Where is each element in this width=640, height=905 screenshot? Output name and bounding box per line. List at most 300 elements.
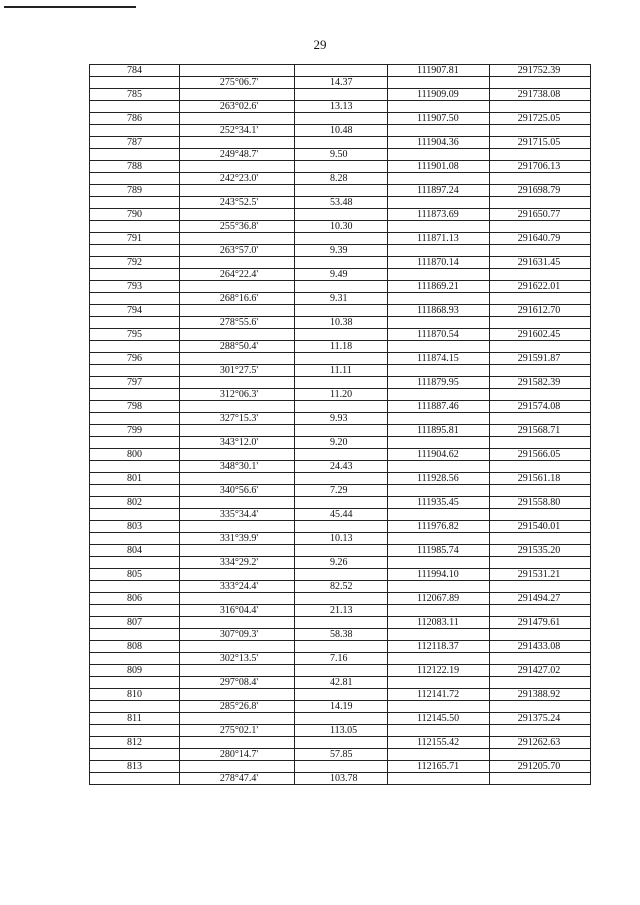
- angle-cell-empty: [180, 137, 295, 148]
- point-row: [90, 425, 590, 437]
- x-coordinate: 111901.08: [388, 161, 490, 172]
- angle-cell-empty: [180, 521, 295, 532]
- point-row: [90, 497, 590, 509]
- length-cell-empty: [295, 641, 388, 652]
- x-cell-empty: [388, 677, 490, 688]
- point-number: 785: [90, 89, 180, 100]
- x-cell-empty: [388, 269, 490, 280]
- angle-cell-empty: [180, 353, 295, 364]
- x-coordinate: 111907.81: [388, 65, 490, 76]
- point-number: 791: [90, 233, 180, 244]
- direction-angle: 301°27.5': [180, 365, 295, 376]
- direction-angle: 307°09.3': [180, 629, 295, 640]
- y-coordinate: 291561.18: [517, 473, 561, 484]
- y-cell-empty: [490, 221, 588, 232]
- x-coordinate: 111928.56: [388, 473, 490, 484]
- point-number: 811: [90, 713, 180, 724]
- direction-angle: 255°36.8': [180, 221, 295, 232]
- direction-angle: 340°56.6': [180, 485, 295, 496]
- x-cell-empty: [388, 485, 490, 496]
- point-cell-empty: [90, 293, 180, 304]
- point-cell-empty: [90, 557, 180, 568]
- y-coordinate: 291479.61: [517, 617, 561, 628]
- length-cell-empty: [295, 305, 388, 316]
- direction-angle: 331°39.9': [180, 533, 295, 544]
- y-coordinate: 291558.80: [517, 497, 561, 508]
- point-cell-empty: [90, 125, 180, 136]
- top-rule: [4, 6, 136, 8]
- angle-cell-empty: [180, 713, 295, 724]
- angle-cell-empty: [180, 641, 295, 652]
- y-coordinate: 291494.27: [517, 593, 561, 604]
- point-row: [90, 449, 590, 461]
- length-cell-empty: [295, 113, 388, 124]
- point-row: [90, 665, 590, 677]
- x-cell-empty: [388, 437, 490, 448]
- y-cell-empty: [490, 317, 588, 328]
- y-cell-empty: [490, 293, 588, 304]
- point-number: 810: [90, 689, 180, 700]
- y-coordinate: 291738.08: [517, 89, 561, 100]
- angle-cell-empty: [180, 305, 295, 316]
- point-row: [90, 401, 590, 413]
- angle-cell-empty: [180, 209, 295, 220]
- direction-angle: 297°08.4': [180, 677, 295, 688]
- direction-angle: 243°52.5': [180, 197, 295, 208]
- point-cell-empty: [90, 245, 180, 256]
- y-coordinate: 291433.08: [517, 641, 561, 652]
- point-row: [90, 329, 590, 341]
- x-coordinate: 112145.50: [388, 713, 490, 724]
- point-cell-empty: [90, 389, 180, 400]
- direction-angle: 343°12.0': [180, 437, 295, 448]
- y-coordinate: 291540.01: [517, 521, 561, 532]
- y-cell-empty: [490, 77, 588, 88]
- point-number: 801: [90, 473, 180, 484]
- point-number: 802: [90, 497, 180, 508]
- point-cell-empty: [90, 629, 180, 640]
- x-coordinate: 111887.46: [388, 401, 490, 412]
- x-coordinate: 111907.50: [388, 113, 490, 124]
- segment-length: 13.13: [295, 101, 388, 112]
- angle-cell-empty: [180, 761, 295, 772]
- angle-cell-empty: [180, 569, 295, 580]
- angle-cell-empty: [180, 473, 295, 484]
- segment-length: 45.44: [295, 509, 388, 520]
- point-row: [90, 689, 590, 701]
- segment-row: [90, 461, 590, 473]
- x-cell-empty: [388, 77, 490, 88]
- length-cell-empty: [295, 473, 388, 484]
- point-cell-empty: [90, 197, 180, 208]
- page-number: 29: [313, 37, 327, 52]
- length-cell-empty: [295, 137, 388, 148]
- x-cell-empty: [388, 293, 490, 304]
- y-cell-empty: [490, 605, 588, 616]
- point-number: 794: [90, 305, 180, 316]
- y-cell-empty: [490, 197, 588, 208]
- y-coordinate: 291612.70: [517, 305, 561, 316]
- y-coordinate: 291574.08: [517, 401, 561, 412]
- x-cell-empty: [388, 653, 490, 664]
- length-cell-empty: [295, 161, 388, 172]
- segment-row: [90, 365, 590, 377]
- y-cell-empty: [490, 725, 588, 736]
- direction-angle: 288°50.4': [180, 341, 295, 352]
- segment-row: [90, 725, 590, 737]
- y-coordinate: 291591.87: [517, 353, 561, 364]
- point-cell-empty: [90, 533, 180, 544]
- segment-row: [90, 173, 590, 185]
- direction-angle: 264°22.4': [180, 269, 295, 280]
- angle-cell-empty: [180, 281, 295, 292]
- segment-row: [90, 533, 590, 545]
- y-coordinate: 291375.24: [517, 713, 561, 724]
- x-coordinate: 111895.81: [388, 425, 490, 436]
- segment-row: [90, 581, 590, 593]
- point-row: [90, 161, 590, 173]
- direction-angle: 263°57.0': [180, 245, 295, 256]
- point-row: [90, 521, 590, 533]
- point-row: [90, 113, 590, 125]
- length-cell-empty: [295, 761, 388, 772]
- direction-angle: 280°14.7': [180, 749, 295, 760]
- point-cell-empty: [90, 773, 180, 784]
- point-number: 804: [90, 545, 180, 556]
- y-coordinate: 291582.39: [517, 377, 561, 388]
- segment-length: 8.28: [295, 173, 388, 184]
- coordinates-table: [89, 64, 591, 785]
- length-cell-empty: [295, 209, 388, 220]
- point-number: 812: [90, 737, 180, 748]
- point-row: [90, 545, 590, 557]
- y-coordinate: 291650.77: [517, 209, 561, 220]
- segment-length: 113.05: [295, 725, 388, 736]
- y-cell-empty: [490, 485, 588, 496]
- y-cell-empty: [490, 413, 588, 424]
- length-cell-empty: [295, 329, 388, 340]
- y-cell-empty: [490, 581, 588, 592]
- point-number: 806: [90, 593, 180, 604]
- y-coordinate: 291752.39: [517, 65, 561, 76]
- point-cell-empty: [90, 365, 180, 376]
- y-coordinate: 291205.70: [517, 761, 561, 772]
- x-coordinate: 112165.71: [388, 761, 490, 772]
- point-row: [90, 137, 590, 149]
- x-coordinate: 112083.11: [388, 617, 490, 628]
- y-cell-empty: [490, 533, 588, 544]
- y-cell-empty: [490, 101, 588, 112]
- segment-row: [90, 701, 590, 713]
- x-cell-empty: [388, 125, 490, 136]
- x-coordinate: 111994.10: [388, 569, 490, 580]
- y-coordinate: 291531.21: [517, 569, 561, 580]
- segment-length: 10.13: [295, 533, 388, 544]
- length-cell-empty: [295, 497, 388, 508]
- y-cell-empty: [490, 629, 588, 640]
- x-cell-empty: [388, 389, 490, 400]
- y-cell-empty: [490, 677, 588, 688]
- y-cell-empty: [490, 437, 588, 448]
- length-cell-empty: [295, 401, 388, 412]
- point-number: 787: [90, 137, 180, 148]
- point-row: [90, 65, 590, 77]
- y-cell-empty: [490, 509, 588, 520]
- direction-angle: 252°34.1': [180, 125, 295, 136]
- length-cell-empty: [295, 377, 388, 388]
- x-cell-empty: [388, 149, 490, 160]
- x-cell-empty: [388, 413, 490, 424]
- point-row: [90, 377, 590, 389]
- y-cell-empty: [490, 389, 588, 400]
- x-coordinate: 111868.93: [388, 305, 490, 316]
- angle-cell-empty: [180, 617, 295, 628]
- point-cell-empty: [90, 317, 180, 328]
- y-cell-empty: [490, 701, 588, 712]
- point-number: 786: [90, 113, 180, 124]
- segment-length: 14.19: [295, 701, 388, 712]
- length-cell-empty: [295, 89, 388, 100]
- x-coordinate: 111879.95: [388, 377, 490, 388]
- y-coordinate: 291622.01: [517, 281, 561, 292]
- angle-cell-empty: [180, 89, 295, 100]
- point-cell-empty: [90, 173, 180, 184]
- y-cell-empty: [490, 341, 588, 352]
- direction-angle: 302°13.5': [180, 653, 295, 664]
- x-cell-empty: [388, 197, 490, 208]
- angle-cell-empty: [180, 425, 295, 436]
- point-number: 805: [90, 569, 180, 580]
- direction-angle: 285°26.8': [180, 701, 295, 712]
- point-number: 797: [90, 377, 180, 388]
- segment-length: 58.38: [295, 629, 388, 640]
- y-cell-empty: [490, 749, 588, 760]
- point-cell-empty: [90, 749, 180, 760]
- length-cell-empty: [295, 689, 388, 700]
- point-number: 788: [90, 161, 180, 172]
- angle-cell-empty: [180, 377, 295, 388]
- point-number: 796: [90, 353, 180, 364]
- length-cell-empty: [295, 569, 388, 580]
- point-cell-empty: [90, 221, 180, 232]
- segment-length: 11.11: [295, 365, 388, 376]
- x-cell-empty: [388, 773, 490, 784]
- segment-length: 24.43: [295, 461, 388, 472]
- direction-angle: 348°30.1': [180, 461, 295, 472]
- point-row: [90, 281, 590, 293]
- y-coordinate: 291725.05: [517, 113, 561, 124]
- x-cell-empty: [388, 605, 490, 616]
- direction-angle: 249°48.7': [180, 149, 295, 160]
- segment-length: 14.37: [295, 77, 388, 88]
- y-coordinate: 291262.63: [517, 737, 561, 748]
- x-coordinate: 111869.21: [388, 281, 490, 292]
- point-cell-empty: [90, 725, 180, 736]
- segment-row: [90, 557, 590, 569]
- point-number: 809: [90, 665, 180, 676]
- x-cell-empty: [388, 701, 490, 712]
- x-coordinate: 112067.89: [388, 593, 490, 604]
- direction-angle: 333°24.4': [180, 581, 295, 592]
- length-cell-empty: [295, 425, 388, 436]
- angle-cell-empty: [180, 665, 295, 676]
- y-coordinate: 291566.05: [517, 449, 561, 460]
- x-cell-empty: [388, 221, 490, 232]
- point-number: 798: [90, 401, 180, 412]
- point-cell-empty: [90, 509, 180, 520]
- direction-angle: 268°16.6': [180, 293, 295, 304]
- angle-cell-empty: [180, 329, 295, 340]
- point-cell-empty: [90, 269, 180, 280]
- x-coordinate: 111904.62: [388, 449, 490, 460]
- point-row: [90, 185, 590, 197]
- segment-row: [90, 653, 590, 665]
- direction-angle: 275°02.1': [180, 725, 295, 736]
- segment-row: [90, 413, 590, 425]
- length-cell-empty: [295, 257, 388, 268]
- point-row: [90, 593, 590, 605]
- segment-length: 11.18: [295, 341, 388, 352]
- y-cell-empty: [490, 125, 588, 136]
- length-cell-empty: [295, 65, 388, 76]
- y-coordinate: 291698.79: [517, 185, 561, 196]
- x-cell-empty: [388, 173, 490, 184]
- x-cell-empty: [388, 365, 490, 376]
- segment-length: 57.85: [295, 749, 388, 760]
- segment-row: [90, 389, 590, 401]
- point-number: 813: [90, 761, 180, 772]
- point-cell-empty: [90, 485, 180, 496]
- segment-length: 9.93: [295, 413, 388, 424]
- segment-length: 9.49: [295, 269, 388, 280]
- segment-row: [90, 749, 590, 761]
- length-cell-empty: [295, 737, 388, 748]
- angle-cell-empty: [180, 401, 295, 412]
- segment-row: [90, 773, 590, 785]
- x-cell-empty: [388, 725, 490, 736]
- point-row: [90, 89, 590, 101]
- y-coordinate: 291706.13: [517, 161, 561, 172]
- point-row: [90, 353, 590, 365]
- segment-row: [90, 437, 590, 449]
- point-row: [90, 641, 590, 653]
- x-coordinate: 112122.19: [388, 665, 490, 676]
- segment-length: 9.26: [295, 557, 388, 568]
- length-cell-empty: [295, 593, 388, 604]
- x-coordinate: 111976.82: [388, 521, 490, 532]
- x-cell-empty: [388, 533, 490, 544]
- direction-angle: 242°23.0': [180, 173, 295, 184]
- segment-row: [90, 101, 590, 113]
- length-cell-empty: [295, 449, 388, 460]
- segment-length: 10.38: [295, 317, 388, 328]
- x-coordinate: 112155.42: [388, 737, 490, 748]
- y-cell-empty: [490, 269, 588, 280]
- point-number: 800: [90, 449, 180, 460]
- x-cell-empty: [388, 509, 490, 520]
- segment-length: 7.16: [295, 653, 388, 664]
- angle-cell-empty: [180, 449, 295, 460]
- point-cell-empty: [90, 77, 180, 88]
- segment-row: [90, 77, 590, 89]
- x-coordinate: 111985.74: [388, 545, 490, 556]
- segment-length: 82.52: [295, 581, 388, 592]
- x-coordinate: 112141.72: [388, 689, 490, 700]
- x-coordinate: 111909.09: [388, 89, 490, 100]
- point-number: 793: [90, 281, 180, 292]
- segment-row: [90, 293, 590, 305]
- angle-cell-empty: [180, 257, 295, 268]
- segment-row: [90, 485, 590, 497]
- segment-row: [90, 221, 590, 233]
- x-coordinate: 111871.13: [388, 233, 490, 244]
- point-cell-empty: [90, 461, 180, 472]
- segment-length: 21.13: [295, 605, 388, 616]
- segment-row: [90, 245, 590, 257]
- point-row: [90, 305, 590, 317]
- direction-angle: 327°15.3': [180, 413, 295, 424]
- segment-row: [90, 629, 590, 641]
- segment-length: 9.39: [295, 245, 388, 256]
- segment-length: 53.48: [295, 197, 388, 208]
- x-coordinate: 112118.37: [388, 641, 490, 652]
- direction-angle: 275°06.7': [180, 77, 295, 88]
- point-cell-empty: [90, 677, 180, 688]
- angle-cell-empty: [180, 497, 295, 508]
- angle-cell-empty: [180, 113, 295, 124]
- x-coordinate: 111870.14: [388, 257, 490, 268]
- point-number: 807: [90, 617, 180, 628]
- point-number: 790: [90, 209, 180, 220]
- point-cell-empty: [90, 341, 180, 352]
- y-cell-empty: [490, 365, 588, 376]
- length-cell-empty: [295, 545, 388, 556]
- x-coordinate: 111870.54: [388, 329, 490, 340]
- segment-row: [90, 197, 590, 209]
- length-cell-empty: [295, 233, 388, 244]
- angle-cell-empty: [180, 233, 295, 244]
- direction-angle: 312°06.3': [180, 389, 295, 400]
- point-cell-empty: [90, 149, 180, 160]
- point-row: [90, 737, 590, 749]
- direction-angle: 335°34.4': [180, 509, 295, 520]
- length-cell-empty: [295, 713, 388, 724]
- direction-angle: 334°29.2': [180, 557, 295, 568]
- x-coordinate: 111904.36: [388, 137, 490, 148]
- direction-angle: 316°04.4': [180, 605, 295, 616]
- x-cell-empty: [388, 461, 490, 472]
- point-cell-empty: [90, 101, 180, 112]
- point-number: 792: [90, 257, 180, 268]
- y-coordinate: 291631.45: [517, 257, 561, 268]
- x-coordinate: 111874.15: [388, 353, 490, 364]
- angle-cell-empty: [180, 65, 295, 76]
- segment-length: 9.50: [295, 149, 388, 160]
- y-cell-empty: [490, 557, 588, 568]
- segment-length: 103.78: [295, 773, 388, 784]
- y-coordinate: 291602.45: [517, 329, 561, 340]
- y-cell-empty: [490, 149, 588, 160]
- y-cell-empty: [490, 773, 588, 784]
- angle-cell-empty: [180, 689, 295, 700]
- y-cell-empty: [490, 173, 588, 184]
- segment-length: 9.31: [295, 293, 388, 304]
- length-cell-empty: [295, 665, 388, 676]
- x-cell-empty: [388, 749, 490, 760]
- point-cell-empty: [90, 701, 180, 712]
- segment-length: 42.81: [295, 677, 388, 688]
- point-row: [90, 473, 590, 485]
